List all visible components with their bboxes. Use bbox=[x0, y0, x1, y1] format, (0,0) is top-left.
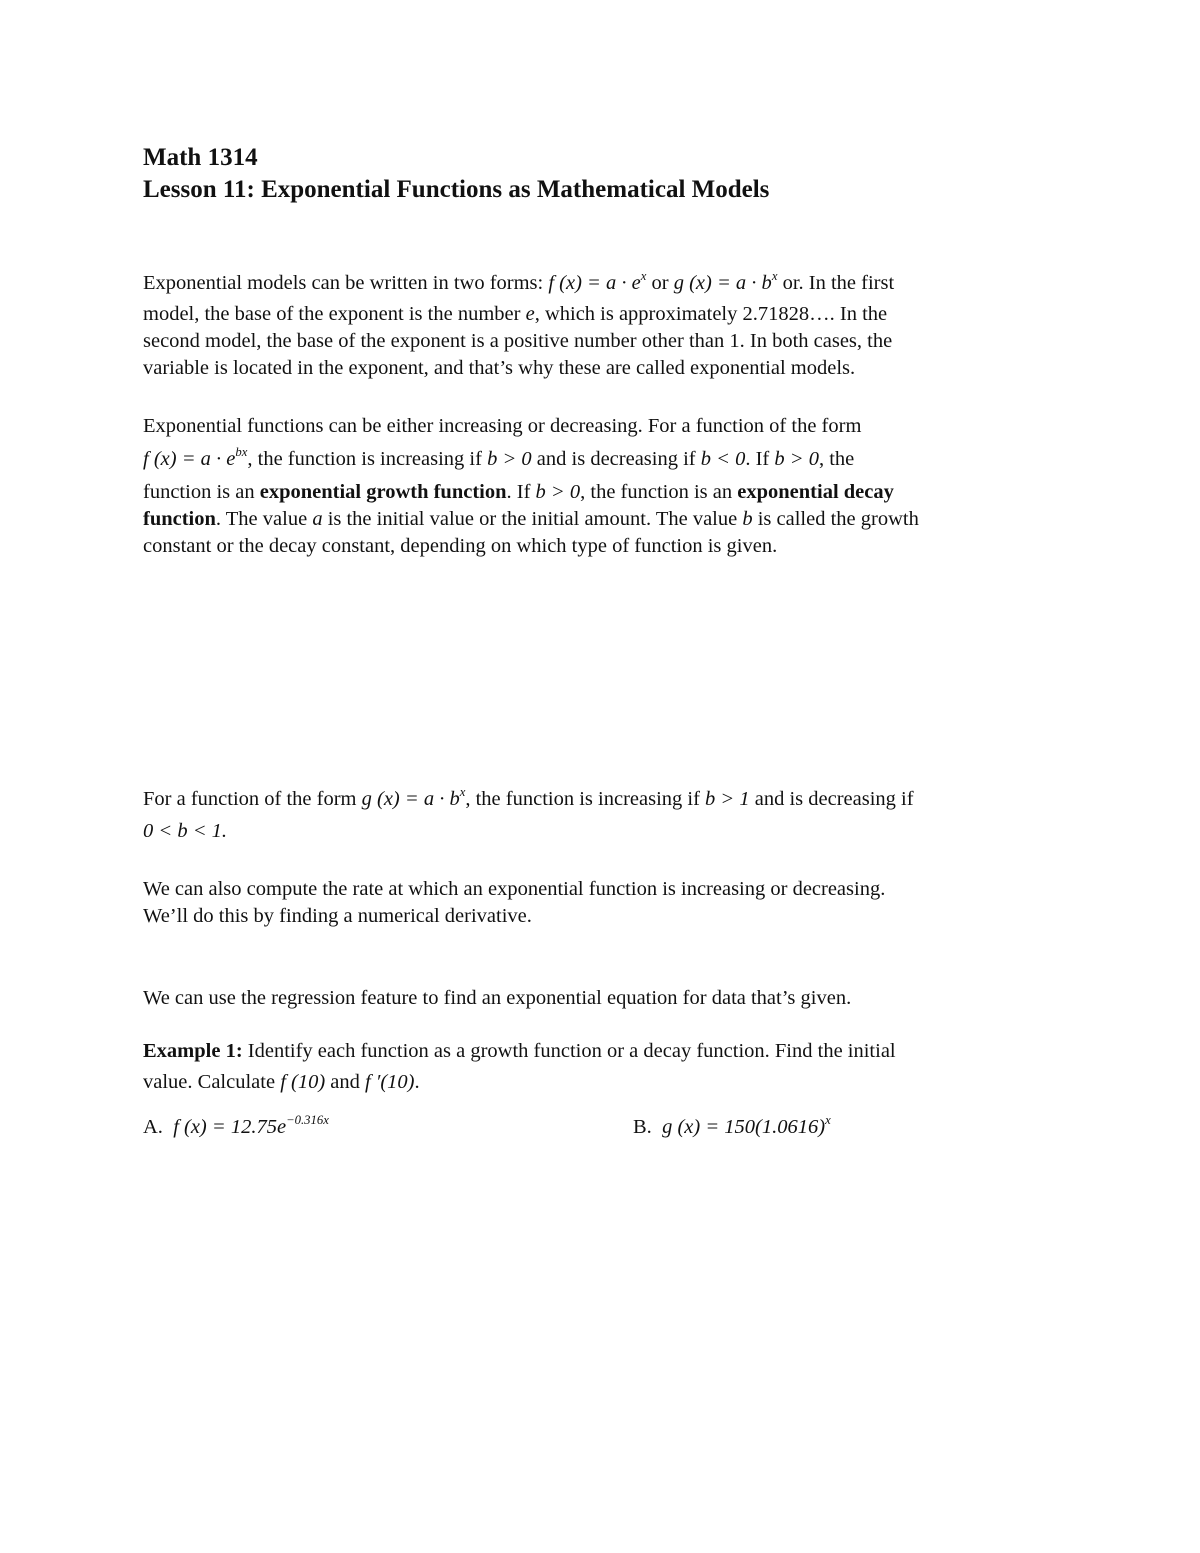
example-1-line-2: value. Calculate f (10) and f ′(10). bbox=[143, 1071, 420, 1093]
para2-line-1: Exponential functions can be either increasing or decreasing. For a function of the form bbox=[143, 415, 862, 437]
para2-line-4: function. The value a is the initial value or the initial amount. The value b is called the growth bbox=[143, 508, 919, 530]
para5-line-1: We can use the regression feature to find an exponential equation for data that’s given. bbox=[143, 987, 852, 1009]
para4-line-2: We’ll do this by finding a numerical derivative. bbox=[143, 905, 532, 927]
intro-line-1: Exponential models can be written in two forms: f $(x) = a \cdot e^x$ or g $(x) = a \cdot b^x$ or. In the first bbox=[143, 269, 895, 294]
base-b-paragraph bbox=[143, 786, 1053, 845]
intro-paragraph bbox=[143, 270, 1053, 382]
example-label: Example 1: bbox=[143, 1040, 243, 1062]
lesson-title: Lesson 11: Exponential Functions as Mathematical Models bbox=[143, 176, 770, 203]
para4-line-1: We can also compute the rate at which an exponential function is increasing or decreasing. bbox=[143, 878, 886, 900]
part-b: B. g $(x) = 150(1.0616)^x$ bbox=[633, 1113, 831, 1138]
para2-line-2: f $(x) = a \cdot e^{bx}$, the function is increasing if b > 0 and is decreasing if b < 0. If b > 0, the bbox=[143, 445, 855, 470]
para3-line-2: 0 < b < 1. bbox=[143, 820, 228, 842]
intro-line-2: model, the base of the exponent is the number e, which is approximately 2.71828…. In the bbox=[143, 303, 888, 325]
intro-line-4: variable is located in the exponent, and that’s why these are called exponential models. bbox=[143, 357, 856, 379]
regression-paragraph bbox=[143, 985, 1053, 1012]
para2-line-3: function is an exponential growth function. If b > 0, the function is an exponential decay bbox=[143, 481, 894, 503]
example-1 bbox=[143, 1038, 1053, 1096]
document-title bbox=[143, 142, 769, 206]
example-1-part-b bbox=[633, 1114, 1033, 1141]
course-title: Math 1314 bbox=[143, 144, 258, 171]
intro-line-3: second model, the base of the exponent is a positive number other than 1. In both cases, the bbox=[143, 330, 893, 352]
formula-f: f (x) = a · e bbox=[548, 272, 641, 294]
rate-paragraph bbox=[143, 876, 1053, 930]
para2-line-5: constant or the decay constant, depending on which type of function is given. bbox=[143, 535, 778, 557]
para3-line-1: For a function of the form g $(x) = a \cdot b^x$, the function is increasing if b > 1 and is decreasing if bbox=[143, 785, 914, 810]
part-a: A. f $(x) = 12.75e^{-0.316x}$ bbox=[143, 1113, 329, 1138]
formula-g: g (x) = a · b bbox=[673, 272, 772, 294]
example-1-line-1: Example 1: Identify each function as a growth function or a decay function. Find the initial bbox=[143, 1040, 896, 1062]
increasing-decreasing-paragraph bbox=[143, 413, 1053, 560]
